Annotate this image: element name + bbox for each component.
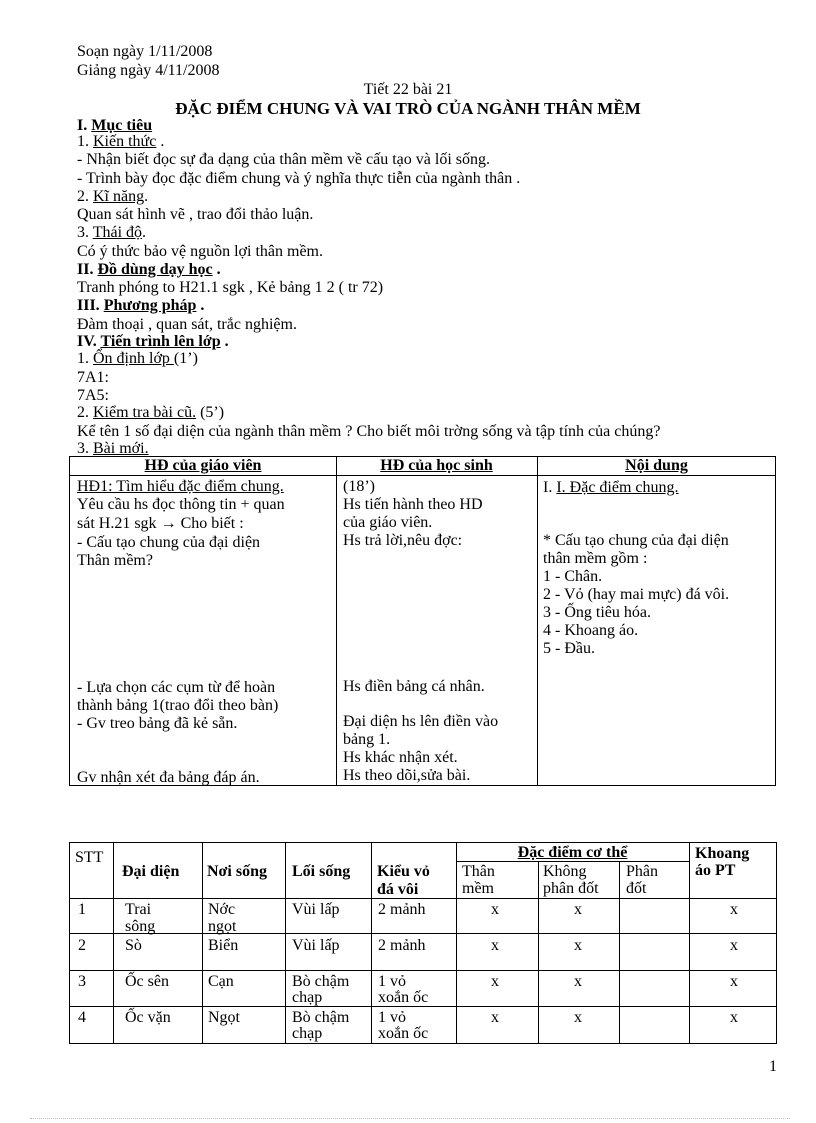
cell-kieu-vo: xoắn ốc [378,1025,429,1042]
header-kieu-vo: đá vôi [377,881,419,898]
cell-stt: 2 [78,937,86,954]
cell-kieu-vo: 1 vỏ [378,1009,406,1026]
teacher-line: sát H.21 sgk → Cho biết : [77,515,244,532]
cell-noi-song: Biển [208,937,239,954]
soan-ngay: Soạn ngày 1/11/2008 [77,43,213,60]
knowledge-line-2: - Trình bày đọc đặc điểm chung và ý nghĩa thực tiễn của ngành thân . [77,170,521,187]
skill-line-1: Quan sát hình vẽ , trao đổi thảo luận. [77,206,314,223]
table-divider [371,843,372,1043]
content-line: I. I. Đặc điểm chung. [543,479,679,496]
attitude-label: 3. Thái độ. [77,224,147,241]
header-phan-dot: đốt [626,880,647,897]
teacher-line: - Cấu tạo chung của đại diện [77,534,261,551]
knowledge-line-1: - Nhận biết đọc sự đa dạng của thân mềm về cấu tạo và lối sống. [77,151,490,168]
cell-stt: 3 [78,973,86,990]
section-2-heading: II. Đồ dùng dạy học . [77,261,221,278]
header-kieu-vo: Kiểu vỏ [377,863,430,880]
attitude-line-1: Có ý thức bảo vệ nguồn lợi thân mềm. [77,243,323,260]
cell-dai-dien: Sò [125,937,142,954]
header-than-mem: mềm [462,880,494,897]
teacher-line: Yêu cầu hs đọc thông tin + quan [77,496,285,513]
teacher-line: - Lựa chọn các cụm từ để hoàn [77,679,276,696]
header-noi-song: Nơi sống [207,863,267,880]
cell-noi-song: Nớc [208,901,236,918]
table-divider [689,843,690,1043]
cell-loi-song: Vùi lấp [292,901,340,918]
cell-khong-phan-dot: x [574,1009,582,1026]
cell-dai-dien: sông [125,918,156,935]
teacher-line: HĐ1: Tìm hiểu đặc điểm chung. [77,478,284,495]
cell-loi-song: chạp [292,989,323,1006]
table-divider [456,843,457,1043]
section-3-heading: III. Phương pháp . [77,297,205,314]
page-number: 1 [769,1058,777,1075]
arrow-right-icon: → [160,515,177,532]
header-content: Nội dung [625,457,688,474]
section-2-line: Tranh phóng to H21.1 sgk , Kẻ bảng 1 2 ( tr 72) [77,279,384,296]
student-line: bảng 1. [343,731,391,748]
header-dai-dien: Đại diện [122,863,180,880]
cell-khong-phan-dot: x [574,937,582,954]
header-student: HĐ của học sinh [380,457,493,474]
header-dac-diem: Đặc điểm cơ thể [517,844,628,861]
cell-noi-song: Cạn [208,973,234,990]
review-question: Kể tên 1 số đại diện của ngành thân mềm ? Cho biết môi trờng sống và tập tính của chúng? [77,423,661,440]
student-line: Hs tiến hành theo HD [343,496,483,513]
page-footer-divider [30,1118,790,1119]
teacher-line: Thân mềm? [77,552,153,569]
cell-stt: 1 [78,901,86,918]
content-line: thân mềm gồm : [543,550,648,567]
cell-khoang-ao: x [730,973,738,990]
header-teacher: HĐ của giáo viên [144,457,262,474]
class-7a1: 7A1: [77,369,109,386]
student-line: Hs trả lời,nêu đợc: [343,532,463,549]
cell-kieu-vo: 2 mảnh [378,937,426,954]
cell-noi-song: ngọt [208,918,237,935]
table-divider [70,970,776,971]
student-line: Hs điền bảng cá nhân. [343,678,485,695]
step-2: 2. Kiểm tra bài cũ. (5’) [77,404,225,421]
class-7a5: 7A5: [77,387,109,404]
table-divider [336,457,337,785]
section-3-line: Đàm thoại , quan sát, trắc nghiệm. [77,316,297,333]
cell-noi-song: Ngọt [208,1009,240,1026]
table-divider [70,898,776,899]
cell-than-mem: x [491,901,499,918]
lesson-number: Tiết 22 bài 21 [363,81,453,98]
content-line: * Cấu tạo chung của đại diện [543,532,729,549]
cell-than-mem: x [491,1009,499,1026]
section-4-heading: IV. Tiến trình lên lớp . [77,333,229,350]
step-1: 1. Ổn định lớp (1’) [77,350,198,367]
cell-khong-phan-dot: x [574,973,582,990]
knowledge-label: 1. Kiến thức . [77,133,165,150]
student-line: Đại diện hs lên điền vào [343,713,499,730]
student-line: Hs khác nhận xét. [343,749,458,766]
cell-loi-song: Bò chậm [292,1009,350,1026]
student-line: Hs theo dõi,sửa bài. [343,767,471,784]
table-divider [70,475,775,476]
teacher-line: - Gv treo bảng đã kẻ sẵn. [77,715,238,732]
student-line: của giáo viên. [343,514,433,531]
cell-khong-phan-dot: x [574,901,582,918]
header-khoang-ao: Khoang [695,845,750,862]
header-khong-phan-dot: Không [543,863,587,880]
giang-ngay: Giảng ngày 4/11/2008 [77,62,220,79]
cell-dai-dien: Ốc vặn [125,1009,171,1026]
cell-loi-song: Bò chậm [292,973,350,990]
header-stt: STT [75,849,104,866]
student-line: (18’) [343,478,375,495]
cell-stt: 4 [78,1009,86,1026]
cell-than-mem: x [491,973,499,990]
content-line: 5 - Đầu. [543,640,595,657]
table-divider [113,843,114,1043]
table-divider [538,861,539,1043]
content-line: 1 - Chân. [543,568,603,585]
header-phan-dot: Phân [626,863,658,880]
section-1-heading: I. Mục tiêu [77,117,153,134]
skill-label: 2. Kĩ năng. [77,188,149,205]
table-divider [202,843,203,1043]
page-title: ĐẶC ĐIỂM CHUNG VÀ VAI TRÒ CỦA NGÀNH THÂN MỀM [175,99,641,118]
cell-than-mem: x [491,937,499,954]
teacher-line: thành bảng 1(trao đổi theo bàn) [77,697,279,714]
teacher-line: Gv nhận xét đa bảng đáp án. [77,769,260,786]
cell-khoang-ao: x [730,1009,738,1026]
content-line: 2 - Vỏ (hay mai mực) đá vôi. [543,586,730,603]
content-line: 3 - Ống tiêu hóa. [543,604,651,621]
classification-table [69,842,777,1044]
cell-dai-dien: Ốc sên [125,973,169,990]
header-khong-phan-dot: phân đốt [543,880,599,897]
cell-khoang-ao: x [730,937,738,954]
cell-dai-dien: Trai [125,901,152,918]
cell-kieu-vo: xoắn ốc [378,989,429,1006]
activity-table [69,456,776,786]
table-divider [537,457,538,785]
header-loi-song: Lối sống [292,863,351,880]
cell-kieu-vo: 2 mảnh [378,901,426,918]
step-3: 3. Bài mới. [77,440,149,457]
header-than-mem: Thân [462,863,495,880]
cell-khoang-ao: x [730,901,738,918]
cell-loi-song: Vùi lấp [292,937,340,954]
table-divider [285,843,286,1043]
content-line: 4 - Khoang áo. [543,622,639,639]
table-divider [70,933,776,934]
table-divider [619,861,620,1043]
cell-loi-song: chạp [292,1025,323,1042]
header-khoang-ao: áo PT [695,862,736,879]
cell-kieu-vo: 1 vỏ [378,973,406,990]
